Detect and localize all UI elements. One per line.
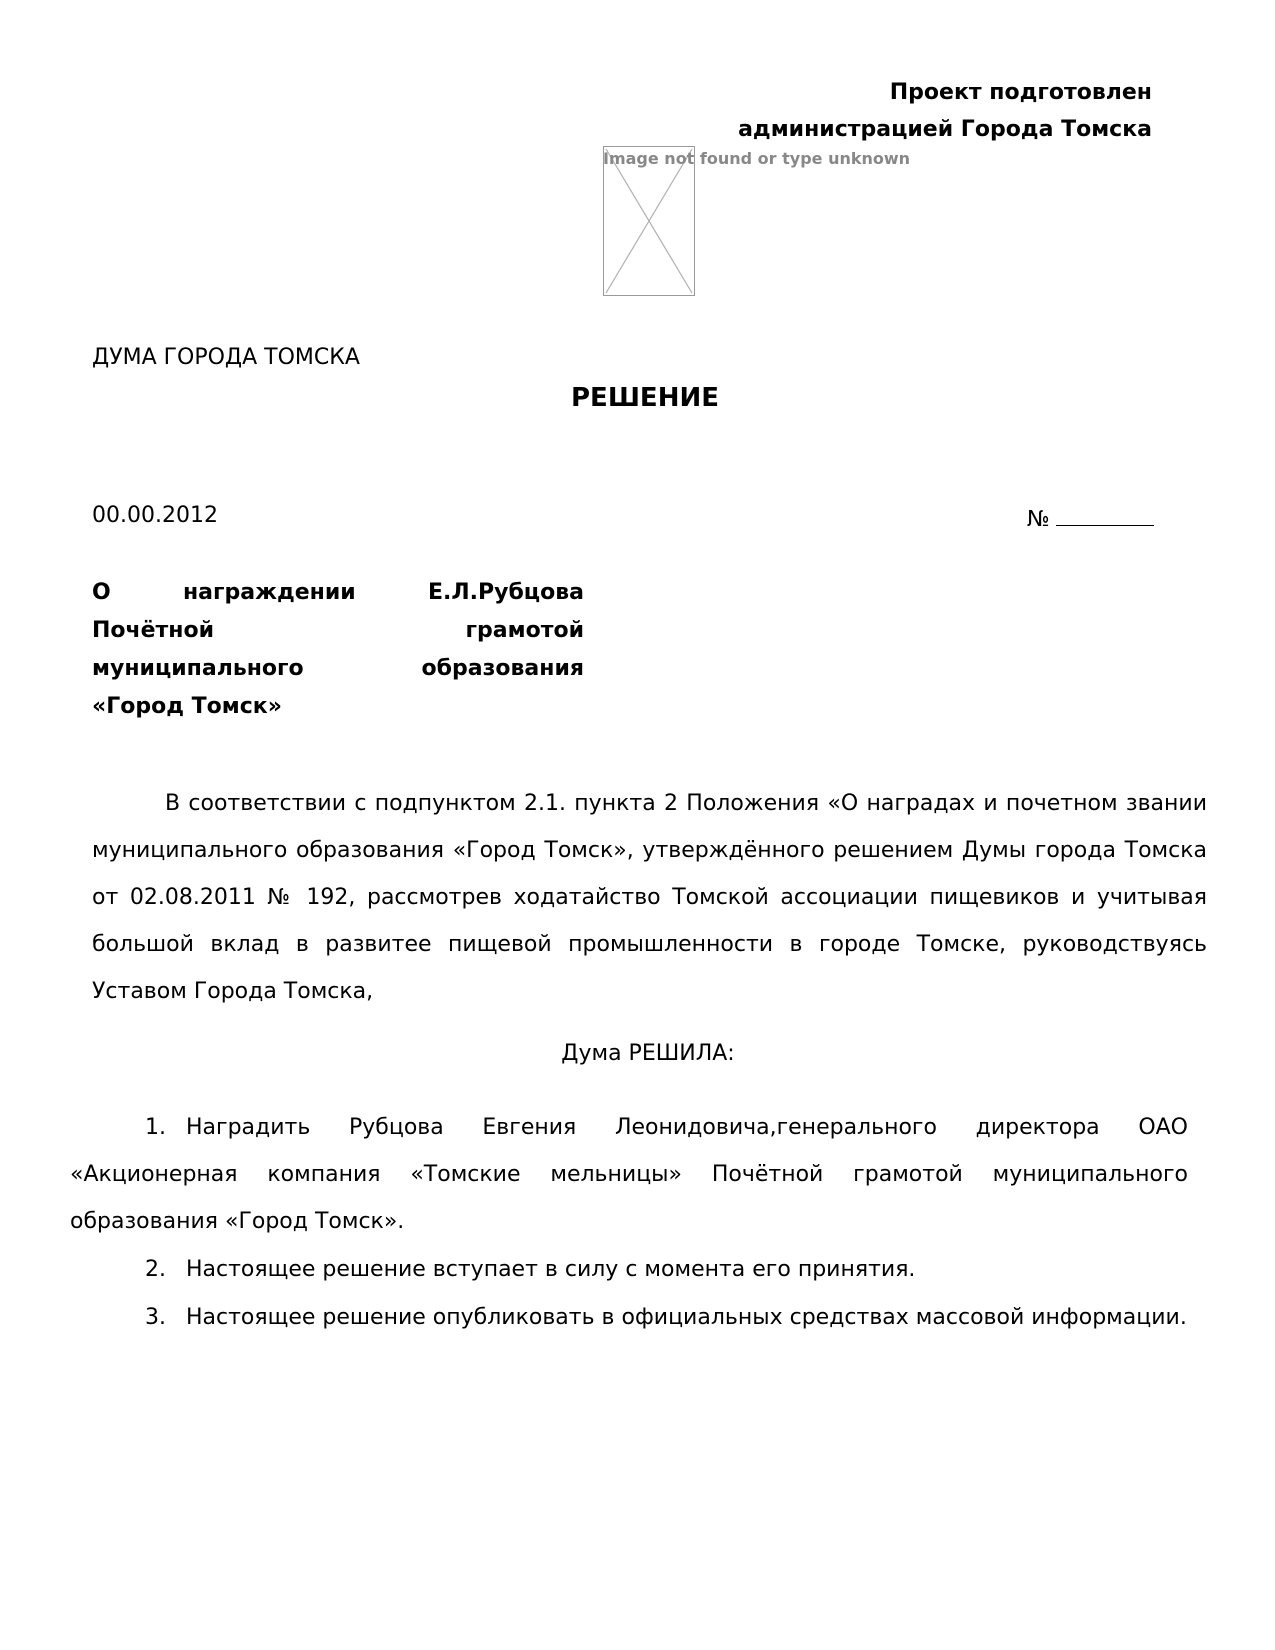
preamble-paragraph: В соответствии с подпунктом 2.1. пункта 2 Положения «О наградах и почетном звании муниципального образования «Город Томск», утверждённого решением Думы города Томска от 02.08.2011 № 192, рассмотрев ходатайство Томской ассоциации пищевиков и учитывая большой вклад в развитее пищевой промышленности в городе Томске, руководствуясь Уставом Города Томска, [92,791,1207,1004]
duma-decided-heading: Дума РЕШИЛА: [561,1041,735,1066]
item-text: Наградить Рубцова Евгения Леонидовича,генерального директора ОАО «Акционерная компания «Томские мельницы» Почётной грамотой муниципального образования «Город Томск». [70,1115,1188,1234]
decision-item [70,1104,1188,1245]
number-blank [1056,503,1154,526]
broken-image-alt-text: Image not found or type unknown [603,149,911,168]
item-number: 3. [145,1305,166,1330]
decision-item [70,1294,1188,1341]
number-label: № [1027,507,1050,532]
resolution-title: РЕШЕНИЕ [571,383,719,413]
item-number: 1. [145,1115,166,1140]
prepared-by-block [738,74,1152,148]
item-number: 2. [145,1257,166,1282]
subject-line-2: Почётной грамотой [92,618,584,643]
document-date: 00.00.2012 [92,503,218,528]
resolution-subject [92,574,584,726]
prepared-line-2: администрацией Города Томска [738,117,1152,142]
document-number [1027,503,1154,532]
subject-line-1: О награждении Е.Л.Рубцова [92,580,584,605]
broken-image-icon [604,147,694,295]
duma-title: ДУМА ГОРОДА ТОМСКА [92,345,360,370]
broken-image-placeholder [603,146,695,296]
item-text: Настоящее решение вступает в силу с момента его принятия. [186,1257,916,1282]
decision-item [70,1246,1188,1293]
prepared-line-1: Проект подготовлен [889,80,1152,105]
subject-line-4: «Город Томск» [92,694,282,719]
item-text: Настоящее решение опубликовать в официальных средствах массовой информации. [186,1305,1187,1330]
subject-line-3: муниципального образования [92,656,584,681]
